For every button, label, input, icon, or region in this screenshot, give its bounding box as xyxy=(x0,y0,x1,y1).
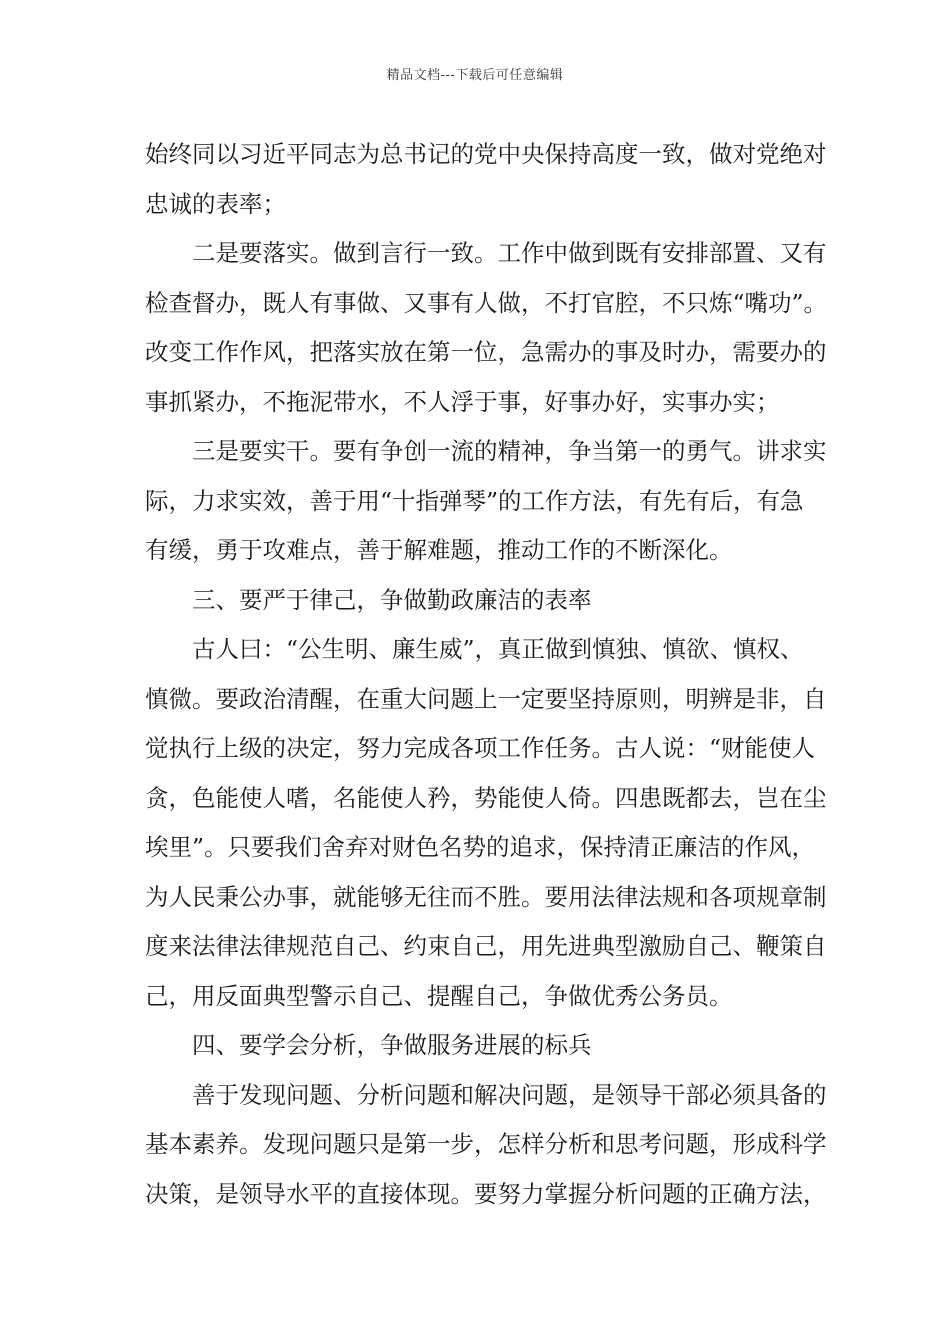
text-line: 检查督办，既人有事做、又事有人做，不打官腔，不只炼“嘴功”。 xyxy=(145,288,828,317)
text-line: 贪，色能使人嗜，名能使人矜，势能使人倚。四患既都去，岂在尘 xyxy=(145,783,827,812)
text-line: 改变工作作风，把落实放在第一位，急需办的事及时办，需要办的 xyxy=(145,338,827,366)
text-line: 三、要严于律己，争做勤政廉洁的表率 xyxy=(192,585,592,614)
document-body xyxy=(145,130,828,1219)
text-line: 古人曰：“公生明、廉生威”，真正做到慎独、慎欲、慎权、 xyxy=(192,635,804,663)
text-line: 三是要实干。要有争创一流的精神，争当第一的勇气。讲求实 xyxy=(192,437,827,465)
text-line: 慎微。要政治清醒，在重大问题上一定要坚持原则，明辨是非，自 xyxy=(145,684,827,713)
text-line: 二是要落实。做到言行一致。工作中做到既有安排部置、又有 xyxy=(192,239,827,267)
text-line: 决策，是领导水平的直接体现。要努力掌握分析问题的正确方法， xyxy=(145,1179,827,1208)
text-line: 善于发现问题、分析问题和解决问题，是领导干部必须具备的 xyxy=(192,1080,827,1109)
text-line: 觉执行上级的决定，努力完成各项工作任务。古人说：“财能使人 xyxy=(145,734,816,762)
text-line: 为人民秉公办事，就能够无往而不胜。要用法律法规和各项规章制 xyxy=(145,882,827,911)
text-line: 埃里”。只要我们舍弃对财色名势的追求，保持清正廉洁的作风， xyxy=(145,833,816,861)
text-line: 有缓，勇于攻难点，善于解难题，推动工作的不断深化。 xyxy=(145,536,733,564)
page-header: 精品文档---下载后可任意编辑 xyxy=(386,68,564,83)
text-line: 度来法律法律规范自己、约束自己，用先进典型激励自己、鞭策自 xyxy=(145,932,827,960)
text-line: 忠诚的表率； xyxy=(145,189,286,218)
text-line: 四、要学会分析，争做服务进展的标兵 xyxy=(192,1031,592,1059)
text-line: 己，用反面典型警示自己、提醒自己，争做优秀公务员。 xyxy=(145,981,733,1010)
text-line: 始终同以习近平同志为总书记的党中央保持高度一致，做对党绝对 xyxy=(145,140,827,168)
text-line: 际，力求实效，善于用“十指弹琴”的工作方法，有先有后，有急 xyxy=(145,486,804,515)
text-line: 事抓紧办，不拖泥带水，不人浮于事，好事办好，实事办实； xyxy=(145,387,780,416)
text-line: 基本素养。发现问题只是第一步，怎样分析和思考问题，形成科学 xyxy=(145,1130,827,1158)
